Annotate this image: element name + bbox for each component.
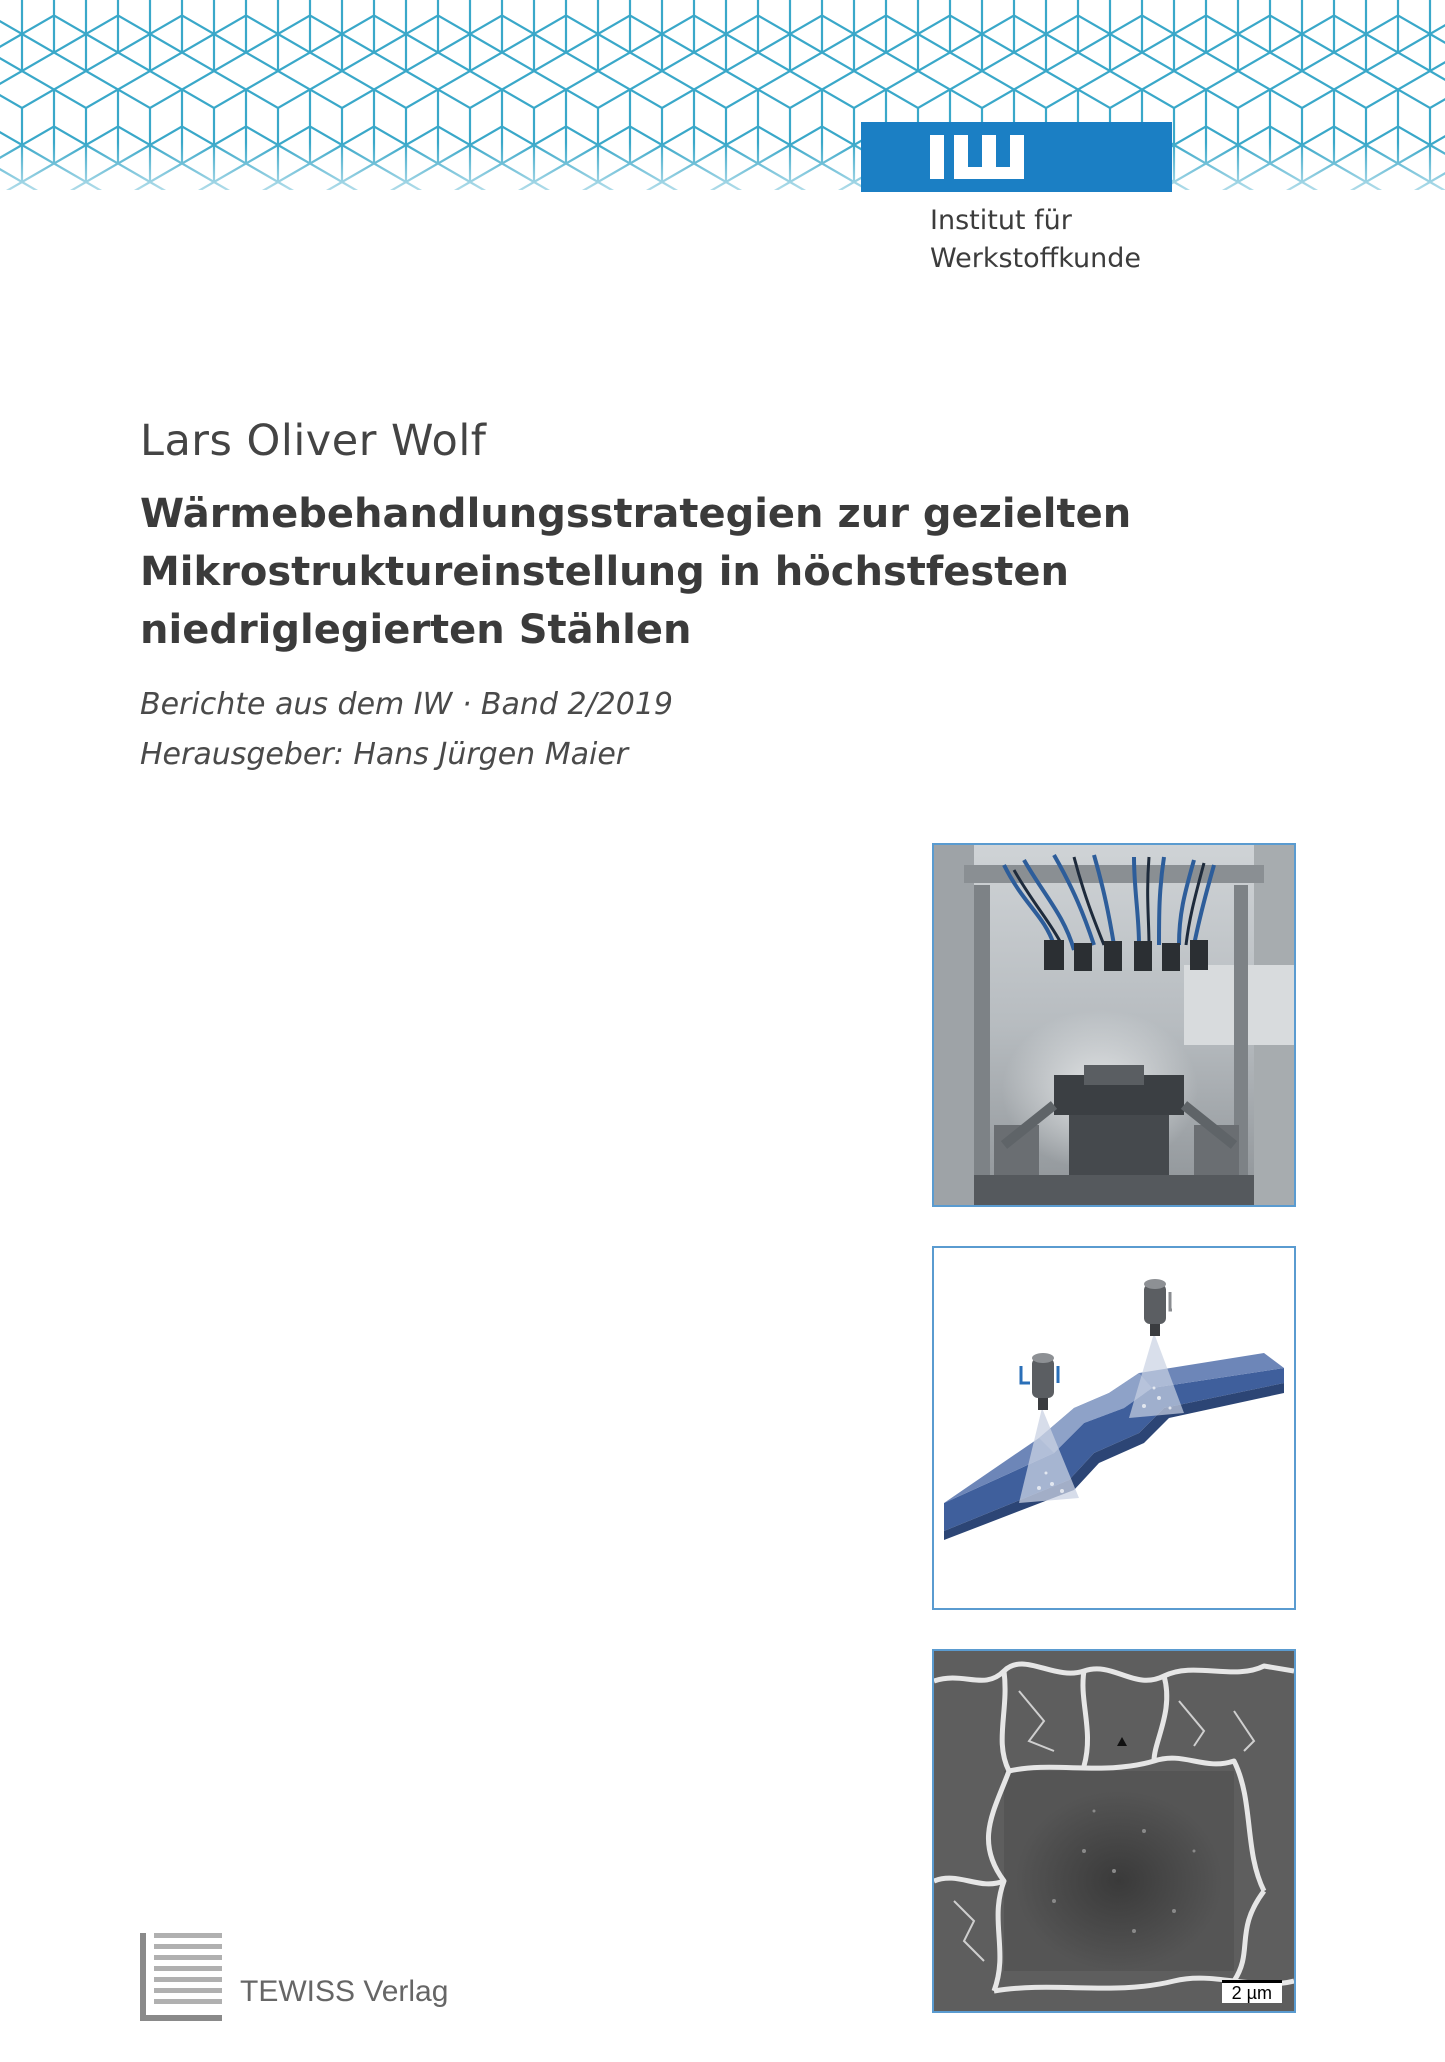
nozzle-profile-rendering <box>932 1246 1296 1610</box>
institute-line-2: Werkstoffkunde <box>930 243 1142 274</box>
cube-pattern-header <box>0 0 1445 190</box>
institute-line-1: Institut für <box>930 205 1072 236</box>
author-name: Lars Oliver Wolf <box>140 416 487 466</box>
series-line: Berichte aus dem IW · Band 2/2019 <box>140 687 674 722</box>
institute-name <box>930 202 1141 278</box>
spray-quenching-machine-photo <box>932 843 1296 1207</box>
title-line-2: Mikrostruktureinstellung in höchstfesten <box>140 549 1069 595</box>
publisher <box>140 1933 449 2023</box>
publisher-name: TEWISS Verlag <box>240 1975 449 2008</box>
title-line-3: niedriglegierten Stählen <box>140 607 692 653</box>
micrograph-sem <box>932 1649 1296 2013</box>
stacked-lines-icon <box>140 1933 230 2021</box>
book-title <box>140 485 1140 659</box>
editor-line: Herausgeber: Hans Jürgen Maier <box>140 737 629 772</box>
series-info <box>140 680 673 780</box>
title-line-1: Wärmebehandlungsstrategien zur gezielten <box>140 491 1132 537</box>
scale-bar: 2 µm <box>1222 1980 1282 2003</box>
iw-logo <box>861 122 1172 192</box>
iw-logo-letters <box>930 135 1034 179</box>
